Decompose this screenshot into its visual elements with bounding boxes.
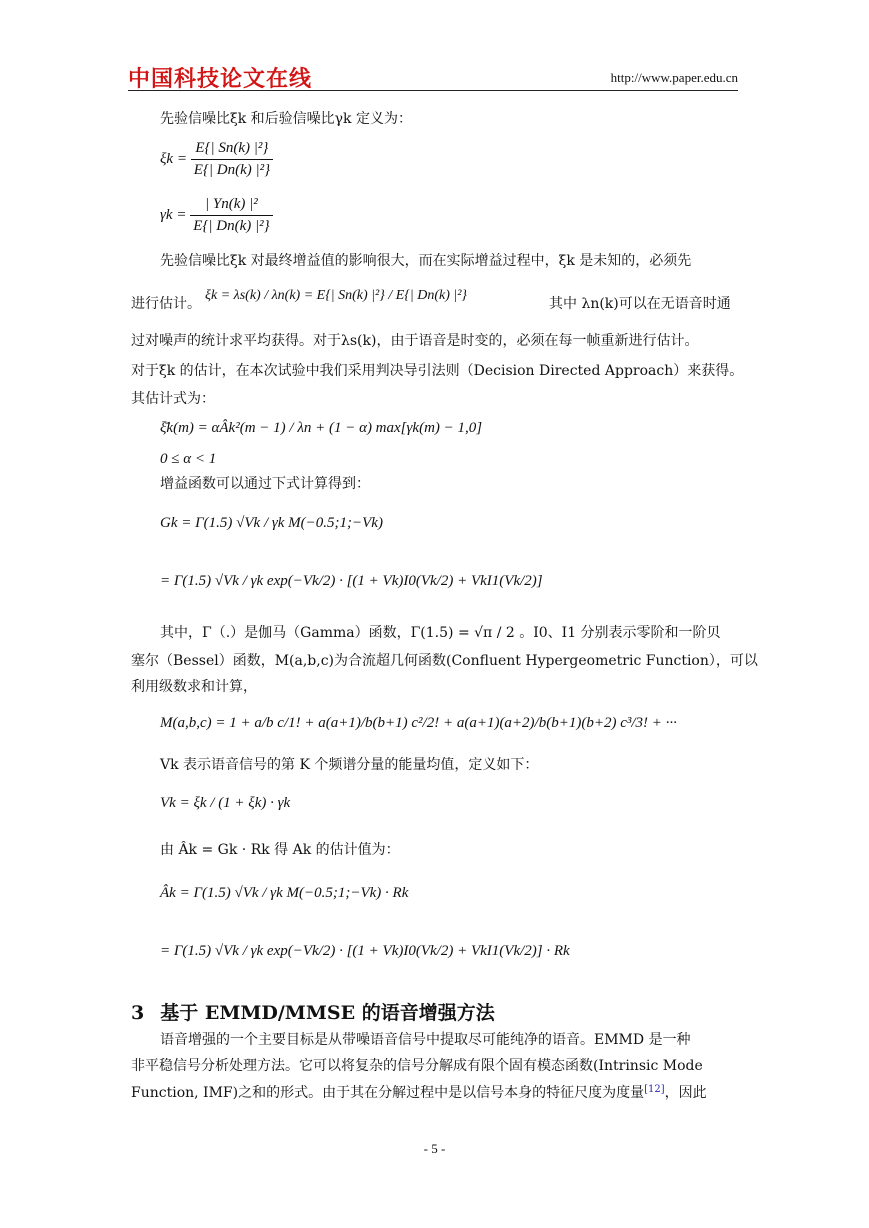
paragraph-line: Vk 表示语音信号的第 K 个频谱分量的能量均值，定义如下：: [160, 757, 539, 773]
equation-lhs: γk =: [160, 207, 187, 223]
paragraph-line: 语音增强的一个主要目标是从带噪语音信号中提取尽可能纯净的语音。EMMD 是一种: [160, 1032, 691, 1048]
paragraph-line: 先验信噪比ξk 对最终增益值的影响很大，而在实际增益过程中，ξk 是未知的，必须先: [160, 253, 692, 269]
section-number: 3: [131, 1002, 145, 1024]
page-header: [128, 60, 738, 91]
fraction-denominator: E{| Dn(k) |²}: [193, 218, 270, 234]
equation-alpha-range: 0 ≤ α < 1: [160, 451, 217, 467]
paragraph-line: 过对噪声的统计求平均获得。对于λs(k)，由于语音是时变的，必须在每一帧重新进行估计。: [131, 333, 699, 349]
fraction-numerator: E{| Sn(k) |²}: [191, 140, 273, 160]
equation-posterior-snr: [160, 196, 273, 235]
paragraph-line: 增益函数可以通过下式计算得到：: [160, 476, 370, 492]
citation-link[interactable]: [12]: [644, 1084, 665, 1095]
equation-amplitude-1: Âk = Γ(1.5) √Vk / γk M(−0.5;1;−Vk) · Rk: [160, 885, 409, 901]
equation-gain-2: = Γ(1.5) √Vk / γk exp(−Vk/2) · [(1 + Vk)I0(Vk/2) + VkI1(Vk/2)]: [160, 573, 543, 589]
equation-vk: Vk = ξk / (1 + ξk) · γk: [160, 795, 291, 811]
paragraph-text: ，因此: [664, 1085, 707, 1101]
equation-inline-xi: ξk = λs(k) / λn(k) = E{| Sn(k) |²} / E{| Dn(k) |²}: [205, 288, 468, 303]
paragraph-line: 其估计式为：: [131, 391, 215, 407]
paragraph-line: 先验信噪比ξk 和后验信噪比γk 定义为：: [160, 111, 412, 127]
paragraph-line: 由 Âk = Gk · Rk 得 Ak 的估计值为：: [160, 842, 400, 858]
paragraph-line: 塞尔（Bessel）函数，M(a,b,c)为合流超几何函数(Confluent Hypergeometric Function），可以: [131, 653, 758, 669]
equation-hypergeometric-series: M(a,b,c) = 1 + a/b c/1! + a(a+1)/b(b+1) c²/2! + a(a+1)(a+2)/b(b+1)(b+2) c³/3! + ···: [160, 715, 677, 731]
equation-decision-directed: ξ̄k(m) = αÂk²(m − 1) / λn + (1 − α) max[γk(m) − 1,0]: [160, 420, 483, 436]
equation-prior-snr: [160, 140, 273, 179]
equation-fraction: [191, 140, 273, 179]
fraction-denominator: E{| Dn(k) |²}: [193, 162, 271, 178]
paragraph-line: [131, 1085, 707, 1100]
paragraph-line: 进行估计。: [131, 296, 201, 312]
equation-amplitude-2: = Γ(1.5) √Vk / γk exp(−Vk/2) · [(1 + Vk)I0(Vk/2) + VkI1(Vk/2)] · Rk: [160, 943, 570, 959]
paragraph-line: 非平稳信号分析处理方法。它可以将复杂的信号分解成有限个固有模态函数(Intrinsic Mode: [131, 1058, 703, 1074]
paragraph-line: 对于ξk 的估计，在本次试验中我们采用判决导引法则（Decision Directed Approach）来获得。: [131, 363, 744, 379]
journal-logo: [128, 62, 312, 93]
page-number: - 5 -: [423, 1141, 446, 1156]
header-url[interactable]: http://www.paper.edu.cn: [610, 70, 738, 85]
equation-gain-1: Gk = Γ(1.5) √Vk / γk M(−0.5;1;−Vk): [160, 515, 383, 531]
logo-text: 中国科技论文在线: [128, 67, 313, 92]
section-title: 基于 EMMD/MMSE 的语音增强方法: [160, 1002, 495, 1024]
equation-fraction: [190, 196, 272, 235]
section-heading: [131, 998, 495, 1025]
fraction-numerator: | Yn(k) |²: [190, 196, 272, 216]
equation-lhs: ξk =: [160, 151, 187, 167]
paragraph-line: 其中 λn(k)可以在无语音时通: [549, 296, 731, 312]
paragraph-line: 其中，Γ（.）是伽马（Gamma）函数，Γ(1.5) = √π / 2 。I0、I1 分别表示零阶和一阶贝: [160, 625, 721, 641]
paragraph-line: 利用级数求和计算，: [131, 679, 257, 695]
paragraph-text: Function, IMF)之和的形式。由于其在分解过程中是以信号本身的特征尺度为度量: [131, 1085, 645, 1101]
